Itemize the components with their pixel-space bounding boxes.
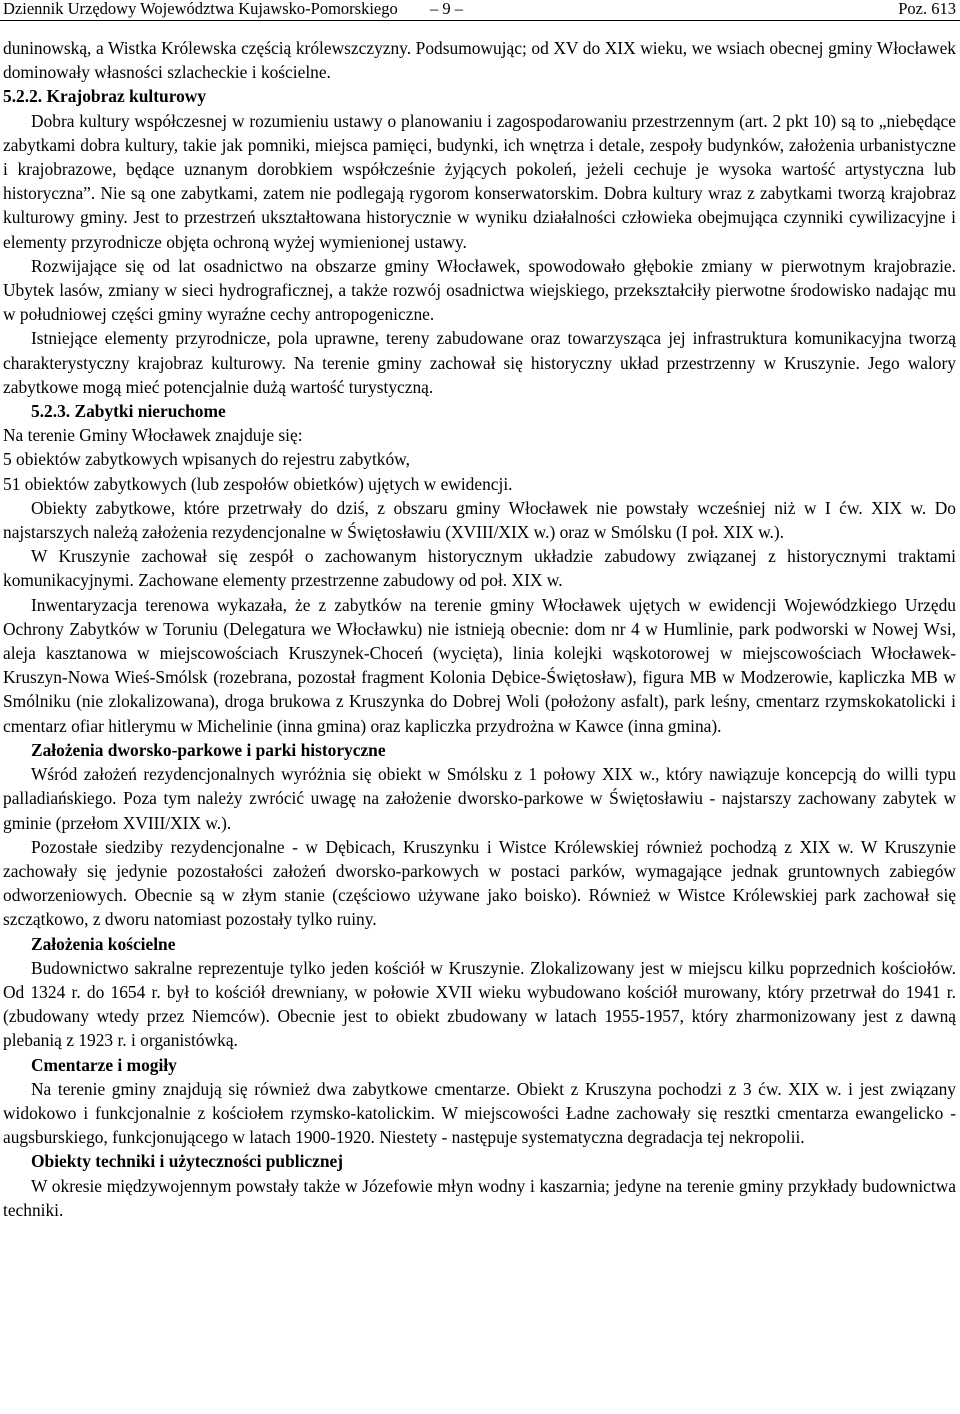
paragraph-intro: duninowską, a Wistka Królewska częścią królewszczyzny. Podsumowując; od XV do XIX wieku, we wsiach obecnej gminy Włocławek dominowały własności szlacheckie i kościelne. <box>3 38 956 83</box>
paragraph-technical-objects: W okresie międzywojennym powstały także w Józefowie młyn wodny i kaszarnia; jedyne na terenie gminy przykłady budownictwa techniki. <box>3 1175 956 1220</box>
list-item-recorded: 51 obiektów zabytkowych (lub zespołów obietków) ujętych w ewidencji. <box>3 473 513 494</box>
paragraph-kruszyn: W Kruszynie zachował się zespół o zachowanym historycznym układzie zabudowy związanej z historycznymi traktami komunikacyjnymi. Zachowane elementy przestrzenne zabudowy od poł. XIX w. <box>3 546 956 591</box>
paragraph-landscape-elements: Istniejące elementy przyrodnicze, pola uprawne, tereny zabudowane oraz towarzysząca jej infrastruktura komunikacyjna tworzą charakterystyczny krajobraz kulturowy. Na terenie gminy zachował się historyczny układ przestrzenny w Kruszynie. Jego walory zabytkowe mogą mieć potencjalnie dużą wartość turystyczną. <box>3 328 956 397</box>
position-number: Poz. 613 <box>898 0 956 18</box>
page-header <box>0 0 960 22</box>
paragraph-inventory: Inwentaryzacja terenowa wykazała, że z zabytków na terenie gminy Włocławek ujętych w ewidencji Wojewódzkiego Urzędu Ochrony Zabytków w Toruniu (Delegatura we Włocławku) nie istnieją obecnie: dom nr 4 w Humlinie, park podworski w Nowej Wsi, aleja kasztanowa w miejscowościach Kruszynek-Choceń (wycięta), linia kolejki wąskotorowej w miejscowościach Włocławek-Kruszyn-Nowa Wieś-Smólsk (rozebrana, pozostał fragment Kolonia Dębice-Świętosław), figura MB w Modzerowie, kapliczka MB w Smólniku (nie zlokalizowana), droga brukowa z Kruszynka do Dobrej Woli (położony asfalt), park leśny, cmentarz rzymskokatolicki i cmentarz ofiar hitlerymu w Michelinie (inna gmina) oraz kapliczka przydrożna w Kawce (inna gmina). <box>3 594 956 736</box>
paragraph-settlement: Rozwijające się od lat osadnictwo na obszarze gminy Włocławek, spowodowało głębokie zmiany w pierwotnym krajobrazie. Ubytek lasów, zmiany w sieci hydrograficznej, a także rozwój osadnictwa wiejskiego, przekształciły pierwotne środowisko nadając mu w południowej części gminy wyraźne cechy antropogeniczne. <box>3 255 956 325</box>
section-heading-church: Założenia kościelne <box>31 933 176 954</box>
section-heading-technical-objects: Obiekty techniki i użyteczności publicznej <box>31 1151 344 1172</box>
paragraph-list-intro: Na terenie Gminy Włocławek znajduje się: <box>3 425 303 446</box>
paragraph-oldest-objects: Obiekty zabytkowe, które przetrwały do dziś, z obszaru gminy Włocławek nie powstały wcześniej niż w I ćw. XIX w. Do najstarszych należą założenia rezydencjonalne w Świętosławiu (XVIII/XIX w.) oraz w Smólsku (I poł. XIX w.). <box>3 497 956 543</box>
paragraph-smolsk: Wśród założeń rezydencjonalnych wyróżnia się obiekt w Smólsku z 1 połowy XIX w., który nawiązuje koncepcją do willi typu palladiańskiego. Poza tym należy zwrócić uwagę na założenie dworsko-parkowe w Świętosławiu - najstarszy zachowany zabytek w gminie (przełom XVIII/XIX w.). <box>3 764 956 833</box>
paragraph-cultural-goods: Dobra kultury współczesnej w rozumieniu ustawy o planowaniu i zagospodarowaniu przestrzennym (art. 2 pkt 10) są to „niebędące zabytkami dobra kultury, takie jak pomniki, miejsca pamięci, budynki, ich wnętrza i detale, zespoły budynków, założenia urbanistyczne i krajobrazowe, będące uznanym dorobkiem współcześnie żyjących pokoleń, jeżeli cechuje je wysoka wartość artystyczna lub historyczna”. Nie są one zabytkami, zatem nie podlegają rygorom konserwatorskim. Dobra kultury wraz z zabytkami tworzą krajobraz kulturowy gminy. Jest to przestrzeń ukształtowana historycznie w wyniku działalności człowieka obejmująca czynniki cywilizacyjne i elementy przyrodnicze objęta ochroną wyżej wymienionej ustawy. <box>3 110 956 252</box>
section-heading-manor-parks: Założenia dworsko-parkowe i parki historyczne <box>31 739 386 760</box>
paragraph-cemeteries: Na terenie gminy znajdują się również dwa zabytkowe cmentarze. Obiekt z Kruszyna pochodzi z 3 ćw. XIX w. i jest związany widokowo i funkcjonalnie z kościołem rzymsko-katolickim. W miejscowości Ładne zachowały się resztki cmentarza ewangelicko - augsburskiego, funkcjonującego w latach 1900-1920. Niestety - następuje systematyczna degradacja tej nekropolii. <box>3 1078 956 1148</box>
list-item-registered: 5 obiektów zabytkowych wpisanych do rejestru zabytków, <box>3 449 410 470</box>
section-heading-cultural-landscape: 5.2.2. Krajobraz kulturowy <box>3 86 207 107</box>
document-body <box>3 36 956 1222</box>
paragraph-church: Budownictwo sakralne reprezentuje tylko jeden kościół w Kruszynie. Zlokalizowany jest w miejscu kilku poprzednich kościołów. Od 1324 r. do 1654 r. był to kościół drewniany, w połowie XVII wieku wybudowano kościół murowany, który przetrwał do 1941 r. (zbudowany wtedy przez Niemców). Obecnie jest to obiekt zbudowany w latach 1955-1957, który zharmonizowany jest z dawną plebanią z 1923 r. i organistówką. <box>3 957 956 1051</box>
journal-title: Dziennik Urzędowy Województwa Kujawsko-Pomorskiego <box>3 0 398 18</box>
section-heading-cemeteries: Cmentarze i mogiły <box>31 1054 177 1075</box>
section-heading-immovable-monuments: 5.2.3. Zabytki nieruchome <box>31 401 226 422</box>
page-number: – 9 – <box>430 0 463 18</box>
paragraph-residences: Pozostałe siedziby rezydencjonalne - w Dębicach, Kruszynku i Wistce Królewskiej również pochodzą z XIX w. W Kruszynie zachowały się jedynie pozostałości założeń dworsko-parkowych w postaci parków, wymagające jednak gruntownych zabiegów odworzeniowych. Obecnie są w złym stanie (częściowo używane jako boisko). Również w Wistce Królewskiej park zachował się szczątkowo, z dworu natomiast pozostały tylko ruiny. <box>3 836 956 930</box>
header-divider <box>0 20 960 21</box>
